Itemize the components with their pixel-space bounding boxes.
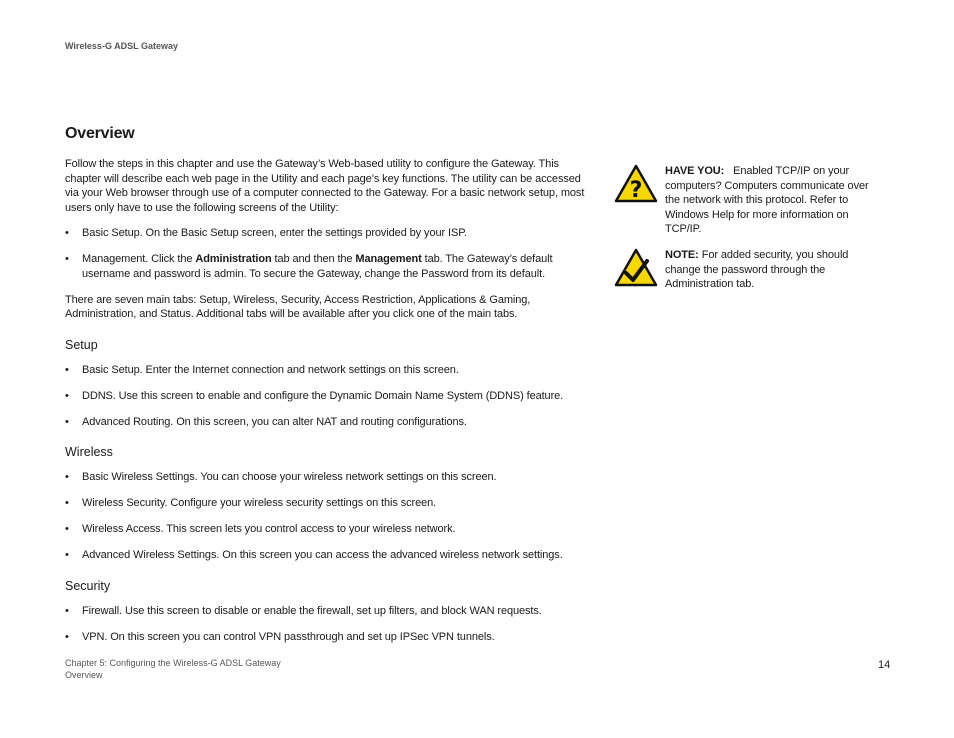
security-list xyxy=(65,604,587,645)
list-item: • Basic Setup. Enter the Internet connection and network settings on this screen. xyxy=(65,363,587,378)
question-warning-icon xyxy=(614,164,658,204)
setup-list xyxy=(65,363,587,430)
list-item: • Advanced Wireless Settings. On this screen you can access the advanced wireless network settings. xyxy=(65,548,587,563)
footer-section: Overview xyxy=(65,670,103,680)
list-item: • Wireless Security. Configure your wireless security settings on this screen. xyxy=(65,496,587,511)
intro-paragraph: Follow the steps in this chapter and use the Gateway’s Web-based utility to configure the Gateway. This chapter will describe each web page in the Utility and each page’s key functions. The utility can be accessed via your Web browser through use of a computer connected to the Gateway. For a basic network setup, most users only have to use the following screens of the Utility: xyxy=(65,158,585,214)
checkmark-warning-icon xyxy=(614,248,658,288)
note-callout xyxy=(614,248,884,292)
list-item: • Advanced Routing. On this screen, you can alter NAT and routing configurations. xyxy=(65,415,587,430)
svg-text:?: ? xyxy=(629,178,643,203)
running-header: Wireless-G ADSL Gateway xyxy=(65,41,178,51)
section-heading-security: Security xyxy=(65,578,111,593)
page-title: Overview xyxy=(65,125,135,142)
overview-list xyxy=(65,226,587,281)
section-heading-setup: Setup xyxy=(65,337,98,352)
list-item: • VPN. On this screen you can control VPN passthrough and set up IPSec VPN tunnels. xyxy=(65,630,587,645)
note-text: NOTE: For added security, you should change the password through the Administration tab. xyxy=(665,249,849,290)
list-item: • Basic Setup. On the Basic Setup screen, enter the settings provided by your ISP. xyxy=(65,226,587,241)
main-content xyxy=(65,125,587,656)
list-item: • Basic Wireless Settings. You can choose your wireless network settings on this screen. xyxy=(65,470,587,485)
tabs-paragraph: There are seven main tabs: Setup, Wireless, Security, Access Restriction, Applications & Gaming, Administration, and Status. Additional tabs will be available after you click one of the main tabs. xyxy=(65,293,531,320)
have-you-callout xyxy=(614,164,884,237)
section-heading-wireless: Wireless xyxy=(65,445,113,459)
page-number: 14 xyxy=(878,659,891,671)
list-item: • Firewall. Use this screen to disable or enable the firewall, set up filters, and block WAN requests. xyxy=(65,604,587,619)
have-you-text: HAVE YOU: Enabled TCP/IP on your computers? Computers communicate over the network with this protocol. Refer to Windows Help for more information on TCP/IP. xyxy=(665,165,869,235)
list-item: • Management. Click the Administration tab and then the Management tab. The Gateway’s default username and password is admin. To secure the Gateway, change the Password from its default. xyxy=(65,252,587,281)
list-item: • DDNS. Use this screen to enable and configure the Dynamic Domain Name System (DDNS) feature. xyxy=(65,389,587,404)
wireless-list xyxy=(65,470,587,563)
footer-chapter: Chapter 5: Configuring the Wireless-G ADSL Gateway xyxy=(65,658,281,668)
page-footer xyxy=(65,657,281,681)
list-item: • Wireless Access. This screen lets you control access to your wireless network. xyxy=(65,522,587,537)
